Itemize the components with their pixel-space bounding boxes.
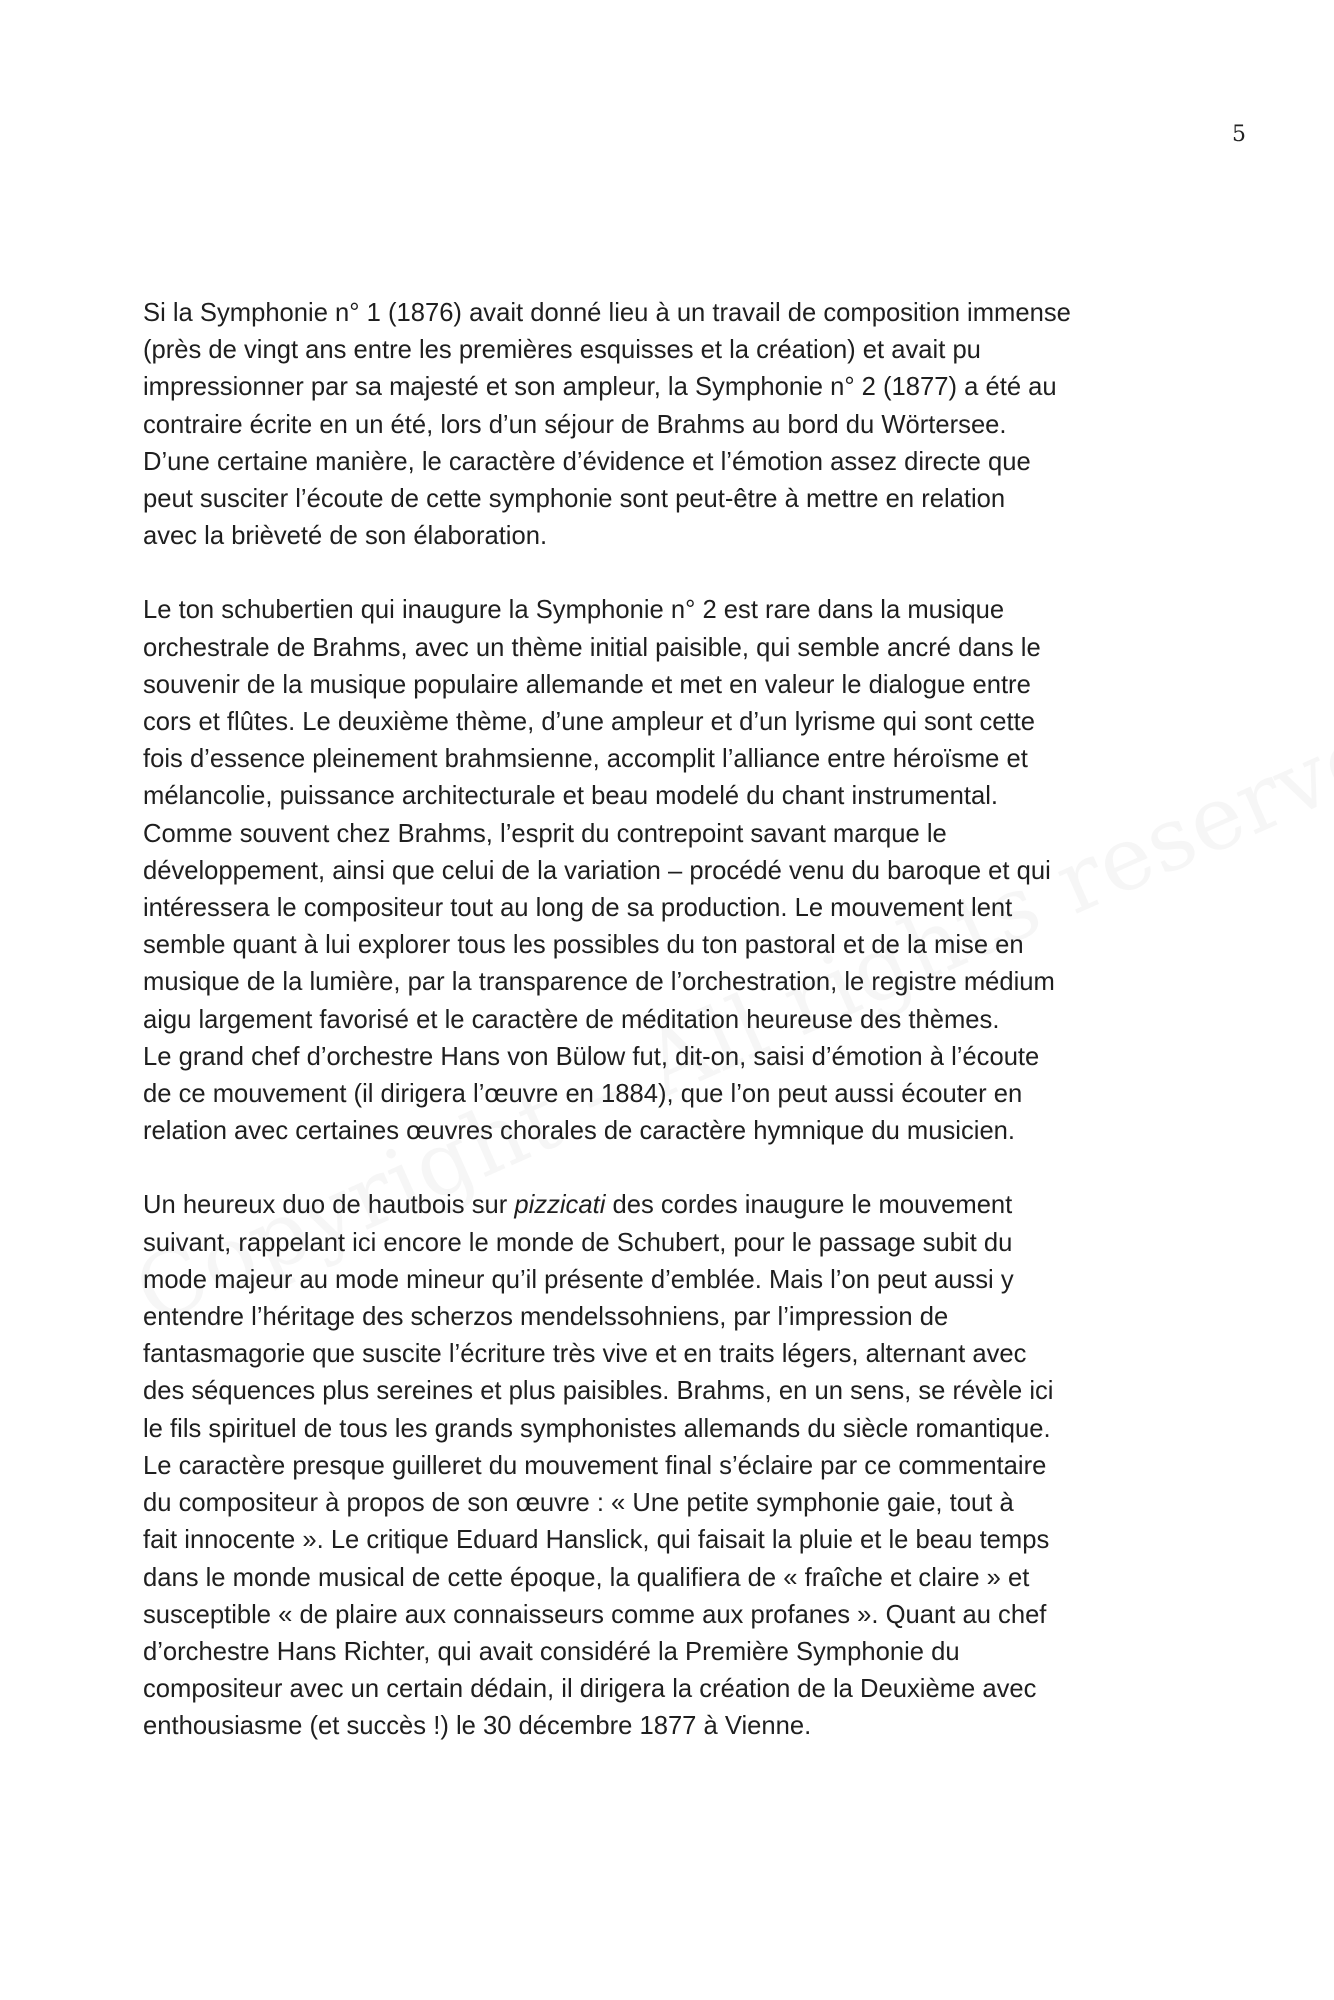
italic-term: pizzicati [514,1191,606,1220]
text-line: relation avec certaines œuvres chorales de caractère hymnique du musicien. [143,1117,1016,1146]
text-line: peut susciter l’écoute de cette symphonie sont peut-être à mettre en relation [143,485,1006,514]
text-line: Si la Symphonie n° 1 (1876) avait donné lieu à un travail de composition immense [143,299,1071,327]
text-line: (près de vingt ans entre les premières esquisses et la création) et avait pu [143,336,981,365]
text-line: contraire écrite en un été, lors d’un séjour de Brahms au bord du Wörtersee. [143,410,1007,439]
text-line: cors et flûtes. Le deuxième thème, d’une ampleur et d’un lyrisme qui sont cette [143,708,1035,737]
text-line: des séquences plus sereines et plus paisibles. Brahms, en un sens, se révèle ici [143,1377,1054,1406]
text-line: Le ton schubertien qui inaugure la Symphonie n° 2 est rare dans la musique [143,596,1005,625]
text-line: aigu largement favorisé et le caractère de méditation heureuse des thèmes. [143,1005,1000,1034]
text-line: musique de la lumière, par la transparence de l’orchestration, le registre médium [143,968,1055,997]
text-line: mode majeur au mode mineur qu’il présente d’emblée. Mais l’on peut aussi y [143,1265,1014,1294]
text-line: fantasmagorie que suscite l’écriture très vive et en traits légers, alternant avec [143,1340,1027,1369]
text-segment: des cordes inaugure le mouvement [605,1191,1013,1220]
text-line: entendre l’héritage des scherzos mendelssohniens, par l’impression de [143,1303,949,1332]
text-line: développement, ainsi que celui de la variation – procédé venu du baroque et qui [143,856,1051,885]
paragraph-2 [143,592,1203,1150]
text-line: semble quant à lui explorer tous les possibles du ton pastoral et de la mise en [143,931,1024,960]
text-line: de ce mouvement (il dirigera l’œuvre en 1884), que l’on peut aussi écouter en [143,1080,1023,1109]
text-line: suivant, rappelant ici encore le monde de Schubert, pour le passage subit du [143,1228,1013,1257]
text-line: Le grand chef d’orchestre Hans von Bülow fut, dit-on, saisi d’émotion à l’écoute [143,1042,1040,1071]
text-line: compositeur avec un certain dédain, il dirigera la création de la Deuxième avec [143,1675,1037,1704]
text-line: du compositeur à propos de son œuvre : « Une petite symphonie gaie, tout à [143,1489,1014,1518]
text-line: D’une certaine manière, le caractère d’évidence et l’émotion assez directe que [143,447,1031,476]
text-line: orchestrale de Brahms, avec un thème initial paisible, qui semble ancré dans le [143,633,1041,662]
text-line: avec la brièveté de son élaboration. [143,522,548,551]
text-line: fait innocente ». Le critique Eduard Hanslick, qui faisait la pluie et le beau temps [143,1526,1050,1555]
text-line: intéressera le compositeur tout au long de sa production. Le mouvement lent [143,894,1013,923]
text-line: souvenir de la musique populaire allemande et met en valeur le dialogue entre [143,670,1031,699]
text-segment: Un heureux duo de hautbois sur [143,1191,515,1220]
text-line: le fils spirituel de tous les grands symphonistes allemands du siècle romantique. [143,1414,1051,1443]
text-line-with-italic [143,1187,1203,1224]
text-line: Comme souvent chez Brahms, l’esprit du contrepoint savant marque le [143,819,947,848]
text-line: dans le monde musical de cette époque, la qualifiera de « fraîche et claire » et [143,1563,1030,1592]
page-number: 5 [1232,122,1246,147]
paragraph-1 [143,295,1203,555]
text-line: Le caractère presque guilleret du mouvement final s’éclaire par ce commentaire [143,1451,1047,1480]
text-line: d’orchestre Hans Richter, qui avait considéré la Première Symphonie du [143,1637,960,1666]
paragraph-3 [143,1187,1203,1745]
text-line: susceptible « de plaire aux connaisseurs comme aux profanes ». Quant au chef [143,1600,1047,1629]
text-line: impressionner par sa majesté et son ampleur, la Symphonie n° 2 (1877) a été au [143,373,1057,402]
body-text [143,295,1203,1783]
text-line: fois d’essence pleinement brahmsienne, accomplit l’alliance entre héroïsme et [143,745,1028,774]
text-line: mélancolie, puissance architecturale et beau modelé du chant instrumental. [143,782,999,811]
text-line: enthousiasme (et succès !) le 30 décembre 1877 à Vienne. [143,1712,812,1741]
